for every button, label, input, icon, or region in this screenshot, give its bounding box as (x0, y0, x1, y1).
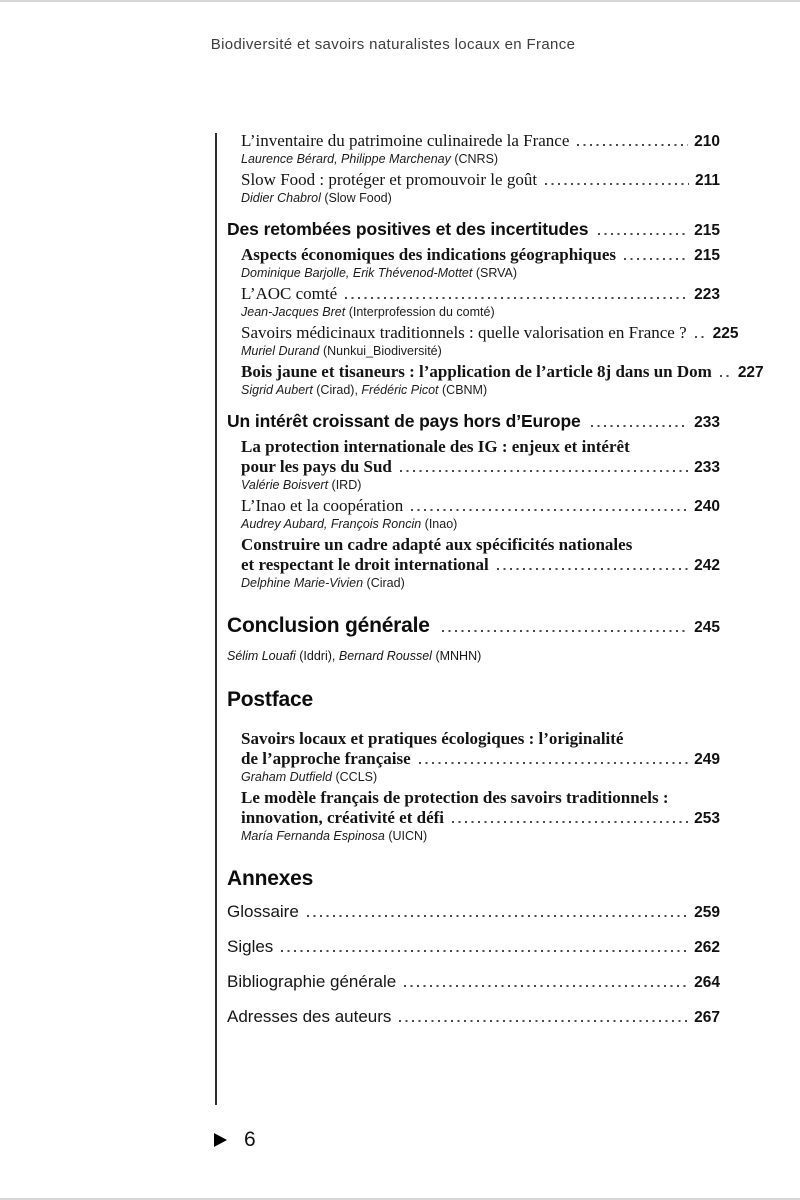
toc-entry-authors: Laurence Bérard, Philippe Marchenay (CNRS) (241, 152, 499, 166)
toc-dot-leader (399, 1020, 688, 1022)
toc-annex-entry (227, 902, 720, 922)
toc-dot-leader (720, 375, 732, 377)
toc-entry-title: Adresses des auteurs (227, 1007, 392, 1026)
toc-entry-title-line2: et respectant le droit international (241, 555, 489, 574)
toc-annex-entry (227, 1007, 720, 1027)
toc-entry-authors: Graham Dutfield (CCLS) (241, 770, 378, 784)
toc-section-header (227, 410, 720, 432)
toc-entry-title-line1: Le modèle français de protection des savoirs traditionnels : (241, 788, 669, 807)
toc-page-number: 233 (694, 414, 720, 431)
toc-dot-leader (497, 568, 688, 570)
toc-big-title: Conclusion générale (227, 614, 430, 637)
toc-entry (241, 535, 720, 590)
toc-entry-title: Bois jaune et tisaneurs : l’application de l’article 8j dans un Dom (241, 362, 712, 381)
scan-edge-top (0, 0, 800, 2)
toc-entry-title-line2: innovation, créativité et défi (241, 808, 445, 827)
toc-dot-leader (419, 762, 688, 764)
toc-section-title: Un intérêt croissant de pays hors d’Europe (227, 411, 581, 431)
toc-page-number: 262 (694, 939, 720, 956)
toc-dot-leader (411, 509, 688, 511)
toc-page-number: 225 (712, 325, 739, 342)
toc-big-header (227, 612, 720, 639)
toc-page-number: 264 (694, 974, 720, 991)
toc-page-number: 215 (694, 247, 720, 264)
toc-entry (241, 245, 720, 280)
toc-annex-entry (227, 972, 720, 992)
toc-entry-title-line2: pour les pays du Sud (241, 457, 392, 476)
toc-dot-leader (577, 144, 688, 146)
toc-big-title: Postface (227, 688, 313, 711)
toc-entry-title: Savoirs médicinaux traditionnels : quelle valorisation en France ? (241, 323, 687, 342)
toc-dot-leader (598, 233, 688, 235)
right-triangle-icon (214, 1133, 227, 1147)
toc-entry-title: L’Inao et la coopération (241, 496, 404, 515)
toc-dot-leader (442, 630, 688, 632)
toc-dot-leader (404, 985, 688, 987)
toc-entry-title: Slow Food : protéger et promouvoir le goût (241, 170, 538, 189)
toc-entry-title: L’inventaire du patrimoine culinairede la France (241, 131, 570, 150)
toc-page-number: 253 (694, 810, 720, 827)
toc-section-header (227, 218, 720, 240)
toc-section-title: Des retombées positives et des incertitudes (227, 219, 589, 239)
toc-annex-entry (227, 937, 720, 957)
toc-dot-leader (695, 336, 707, 338)
toc-entry (241, 788, 720, 843)
toc-entry (241, 729, 720, 784)
toc-page-number: 240 (694, 498, 720, 515)
toc-entry-title-line1: La protection internationale des IG : enjeux et intérêt (241, 437, 630, 456)
toc-dot-leader (624, 258, 688, 260)
toc-big-header (227, 686, 720, 713)
folio-page-number: 6 (244, 1128, 256, 1151)
toc-entry-authors: Jean-Jacques Bret (Interprofession du comté) (241, 305, 495, 319)
toc-entry-authors: Delphine Marie-Vivien (Cirad) (241, 576, 405, 590)
toc-page-number: 233 (694, 459, 720, 476)
toc-page-number: 242 (694, 557, 720, 574)
toc-entry-title-line1: Construire un cadre adapté aux spécificités nationales (241, 535, 633, 554)
toc-dot-leader (452, 821, 688, 823)
toc-page-number: 259 (694, 904, 720, 921)
toc-entry (241, 284, 720, 319)
toc-dot-leader (281, 950, 688, 952)
toc-page-number: 227 (737, 364, 764, 381)
toc-big-header (227, 865, 720, 892)
toc-entry-authors: Sélim Louafi (Iddri), Bernard Roussel (MNHN) (227, 649, 482, 663)
toc-entry-authors: Valérie Boisvert (IRD) (241, 478, 362, 492)
toc-entry-title-line2: de l’approche française (241, 749, 411, 768)
table-of-contents (217, 131, 764, 1042)
toc-entry-title-line1: Savoirs locaux et pratiques écologiques : l’originalité (241, 729, 624, 748)
toc-page-number: 210 (694, 133, 720, 150)
toc-dot-leader (307, 915, 688, 917)
toc-entry-authors: Didier Chabrol (Slow Food) (241, 191, 392, 205)
toc-dot-leader (400, 470, 688, 472)
page-footer (214, 1128, 256, 1152)
toc-entry (241, 131, 720, 166)
toc-entry (241, 362, 764, 397)
toc-entry-authors: Dominique Barjolle, Erik Thévenod-Mottet (SRVA) (241, 266, 518, 280)
toc-entry-title: Glossaire (227, 902, 299, 921)
toc-page-number: 215 (694, 222, 720, 239)
toc-entry-authors: Sigrid Aubert (Cirad), Frédéric Picot (CBNM) (241, 383, 488, 397)
toc-entry (241, 170, 720, 205)
toc-entry-title: L’AOC comté (241, 284, 338, 303)
toc-page-number: 211 (694, 172, 720, 189)
toc-entry-authors: Audrey Aubard, François Roncin (Inao) (241, 517, 458, 531)
toc-entry-authors: María Fernanda Espinosa (UICN) (241, 829, 428, 843)
toc-page-number: 223 (694, 286, 720, 303)
toc-entry-title: Sigles (227, 937, 274, 956)
toc-dot-leader (545, 183, 689, 185)
toc-dot-leader (345, 297, 688, 299)
toc-entry (241, 323, 739, 358)
toc-entry-authors: Muriel Durand (Nunkui_Biodiversité) (241, 344, 442, 358)
toc-page-number: 249 (694, 751, 720, 768)
toc-big-title: Annexes (227, 867, 314, 890)
toc-entry (241, 437, 720, 492)
toc-entry-title: Bibliographie générale (227, 972, 397, 991)
running-header: Biodiversité et savoirs naturalistes locaux en France (210, 36, 576, 53)
toc-page-number: 267 (694, 1009, 720, 1026)
toc-dot-leader (591, 425, 688, 427)
toc-entry (241, 496, 720, 531)
toc-entry-title: Aspects économiques des indications géographiques (241, 245, 616, 264)
toc-page-number: 245 (694, 619, 720, 636)
